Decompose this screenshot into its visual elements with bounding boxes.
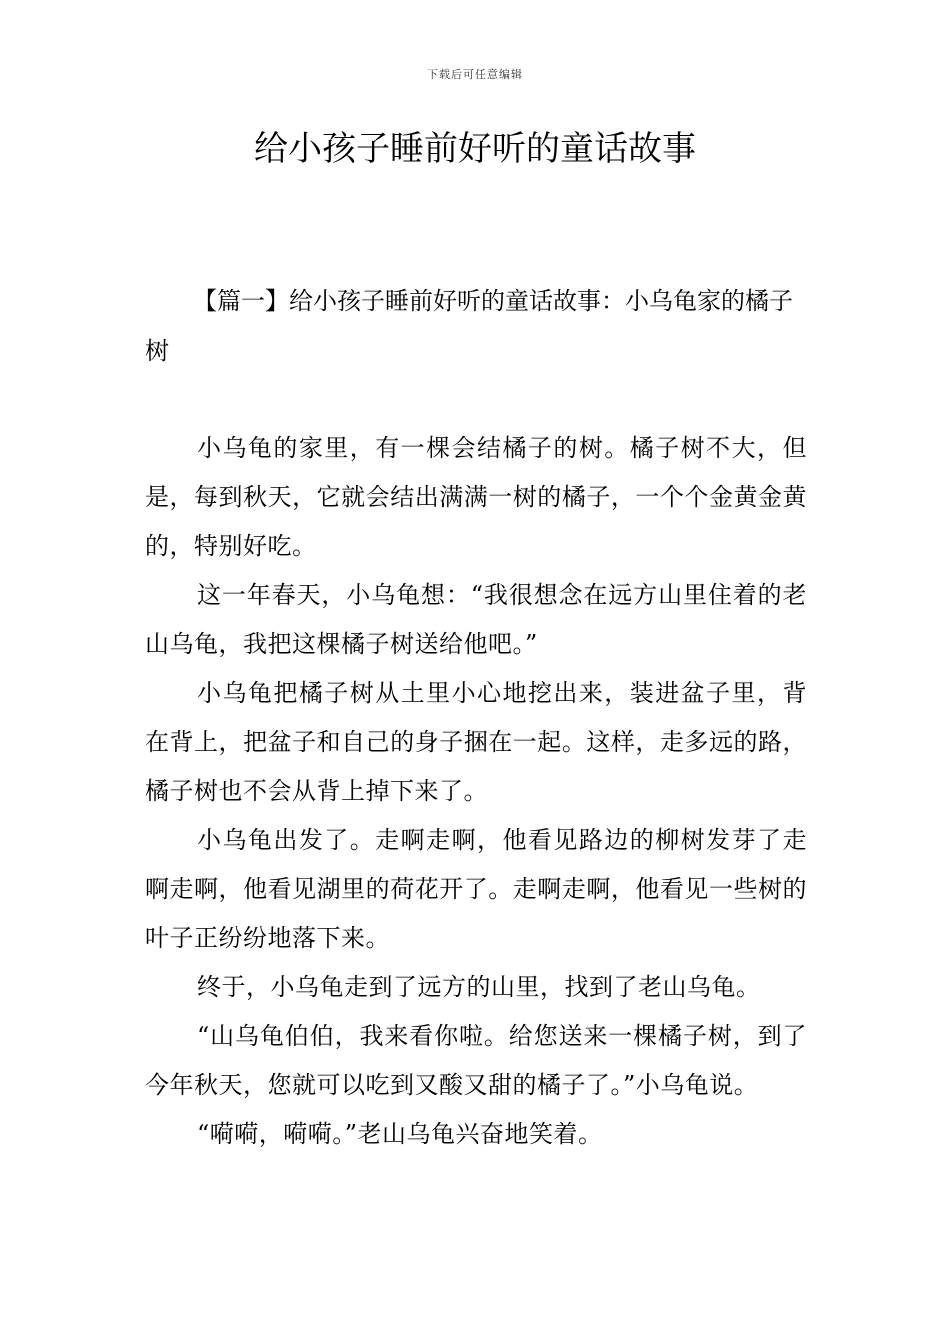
paragraph: 小乌龟把橘子树从土里小心地挖出来，装进盆子里，背在背上，把盆子和自己的身子捆在一起。这样，走多远的路，橘子树也不会从背上掉下来了。 — [145, 679, 807, 805]
paragraph: “山乌龟伯伯，我来看你啦。给您送来一棵橘子树，到了今年秋天，您就可以吃到又酸又甜的橘子了。”小乌龟说。 — [145, 1022, 807, 1099]
header-note: 下载后可任意编辑 — [427, 68, 523, 81]
paragraph: 终于，小乌龟走到了远方的山里，找到了老山乌龟。 — [197, 973, 761, 1001]
story-body — [145, 424, 807, 1159]
paragraph: 小乌龟的家里，有一棵会结橘子的树。橘子树不大，但是，每到秋天，它就会结出满满一树的橘子，一个个金黄金黄的，特别好吃。 — [145, 434, 807, 560]
paragraph: “嗬嗬，嗬嗬。”老山乌龟兴奋地笑着。 — [197, 1120, 603, 1148]
document-title: 给小孩子睡前好听的童话故事 — [254, 129, 696, 169]
section-heading: 【篇一】给小孩子睡前好听的童话故事：小乌龟家的橘子树 — [145, 287, 793, 365]
paragraph: 小乌龟出发了。走啊走啊，他看见路边的柳树发芽了走啊走啊，他看见湖里的荷花开了。走啊走啊，他看见一些树的叶子正纷纷地落下来。 — [145, 826, 807, 952]
paragraph: 这一年春天，小乌龟想：“我很想念在远方山里住着的老山乌龟，我把这棵橘子树送给他吧。” — [145, 581, 807, 658]
